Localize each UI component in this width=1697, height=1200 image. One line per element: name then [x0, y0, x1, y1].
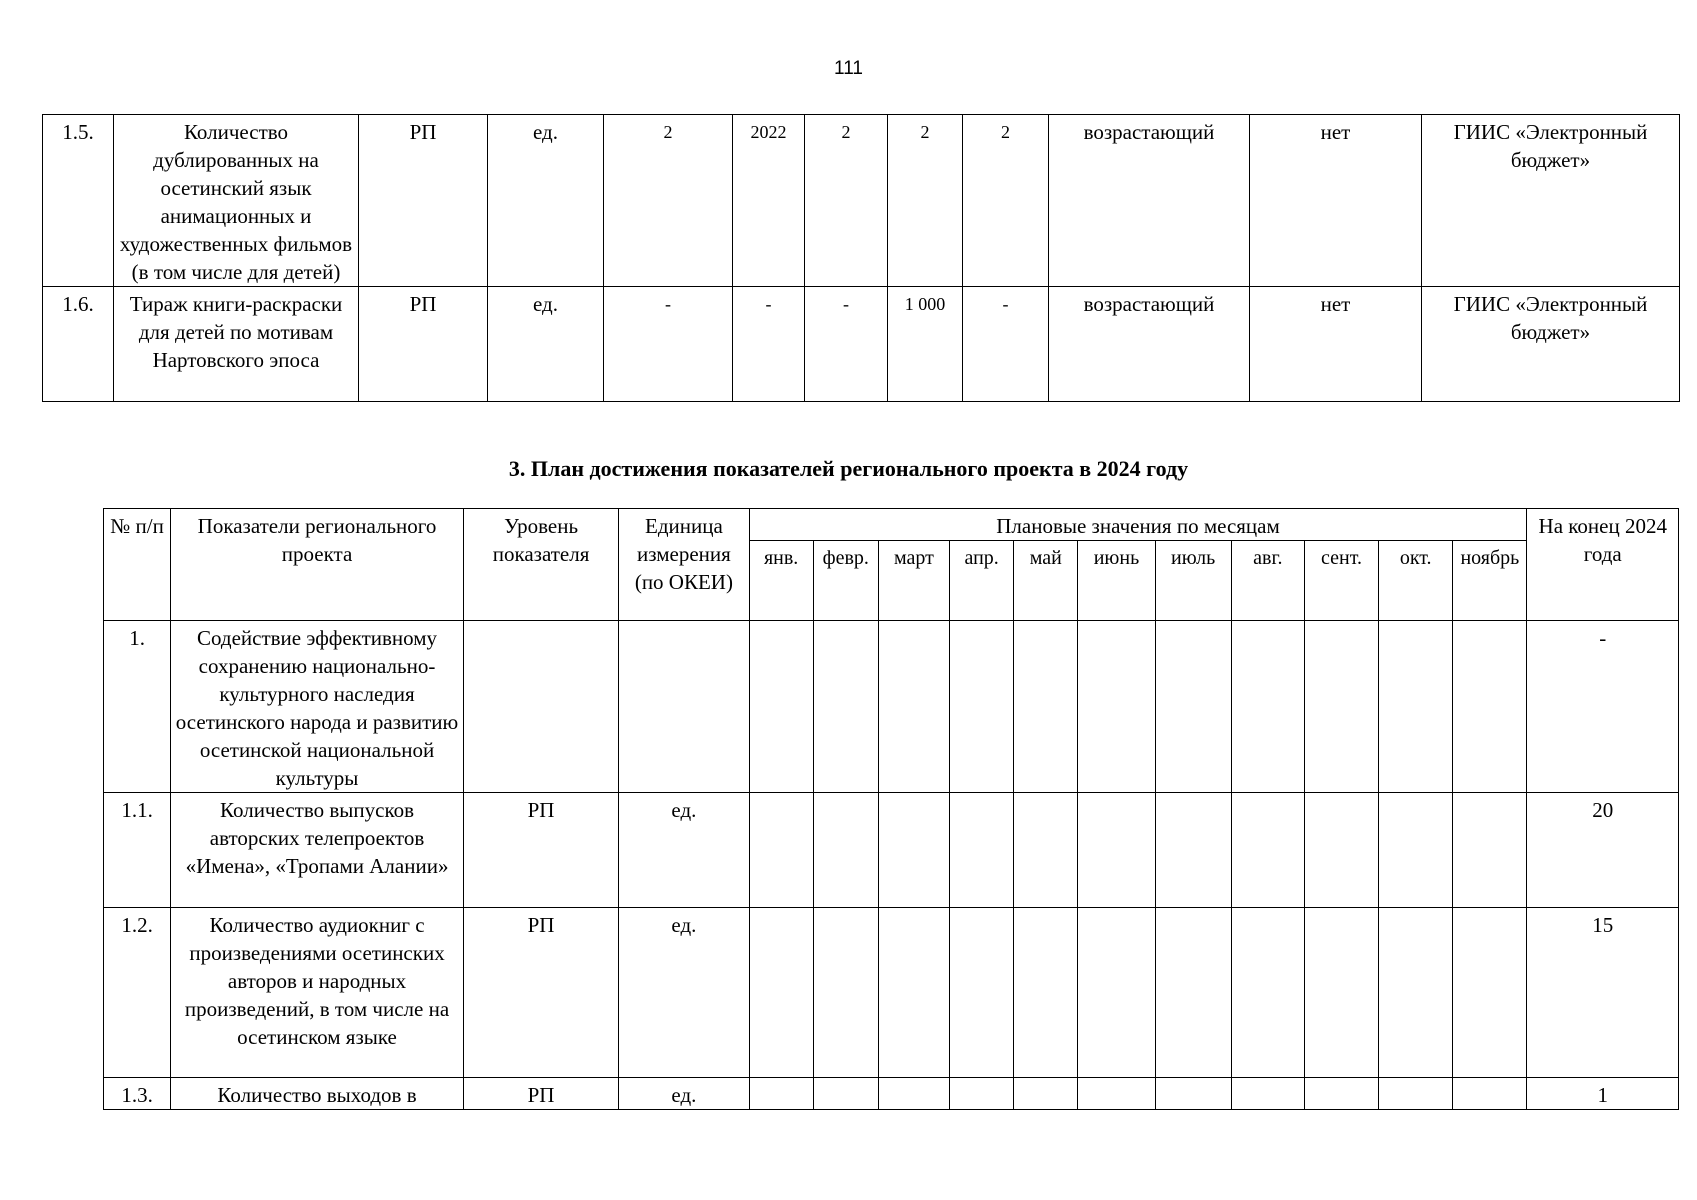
indicator-level: РП — [359, 115, 488, 287]
indicator-name: Содействие эффективному сохранению национально-культурного наследия осетинского народа и развитию осетинской национальной культуры — [171, 621, 464, 793]
month-cell — [1078, 1078, 1155, 1110]
indicator-level: РП — [359, 287, 488, 402]
header-month: сент. — [1304, 541, 1378, 621]
table-row — [43, 115, 1680, 287]
flag: нет — [1250, 287, 1422, 402]
month-cell — [1155, 621, 1231, 793]
month-cell — [1014, 1078, 1078, 1110]
header-months-group: Плановые значения по месяцам — [749, 509, 1527, 541]
info-system: ГИИС «Электронный бюджет» — [1422, 287, 1680, 402]
section-title: 3. План достижения показателей регионального проекта в 2024 году — [508, 456, 1189, 481]
indicators-table-continued — [42, 114, 1680, 402]
header-month: март — [878, 541, 949, 621]
header-month: май — [1014, 541, 1078, 621]
header-month: июнь — [1078, 541, 1155, 621]
value-3: 2 — [963, 115, 1049, 287]
month-cell — [878, 1078, 949, 1110]
month-cell — [1078, 621, 1155, 793]
table-row — [43, 287, 1680, 402]
header-indicator: Показатели регионального проекта — [171, 509, 464, 621]
month-cell — [813, 793, 878, 908]
month-cell — [813, 908, 878, 1078]
month-cell — [1304, 621, 1378, 793]
month-cell — [1014, 908, 1078, 1078]
unit: ед. — [488, 115, 604, 287]
month-cell — [1155, 908, 1231, 1078]
flag: нет — [1250, 115, 1422, 287]
month-cell — [1231, 793, 1304, 908]
trend: возрастающий — [1049, 287, 1250, 402]
header-row — [104, 509, 1679, 541]
value-1: 2 — [805, 115, 888, 287]
value-2: 2 — [888, 115, 963, 287]
page-number: 111 — [834, 58, 863, 79]
row-number: 1.2. — [104, 908, 171, 1078]
month-cell — [1014, 621, 1078, 793]
indicator-level: РП — [463, 908, 618, 1078]
unit: ед. — [488, 287, 604, 402]
header-num: № п/п — [104, 509, 171, 621]
base-year: - — [733, 287, 805, 402]
info-system: ГИИС «Электронный бюджет» — [1422, 115, 1680, 287]
value-1: - — [805, 287, 888, 402]
indicator-level: РП — [463, 1078, 618, 1110]
month-cell — [749, 621, 813, 793]
base-value: - — [604, 287, 733, 402]
header-month: окт. — [1379, 541, 1453, 621]
month-cell — [878, 908, 949, 1078]
value-3: - — [963, 287, 1049, 402]
month-cell — [950, 793, 1014, 908]
month-cell — [1453, 621, 1527, 793]
month-cell — [813, 1078, 878, 1110]
row-number: 1.1. — [104, 793, 171, 908]
month-cell — [950, 1078, 1014, 1110]
month-cell — [950, 908, 1014, 1078]
month-cell — [1155, 793, 1231, 908]
table-row — [104, 793, 1679, 908]
month-cell — [1379, 908, 1453, 1078]
month-cell — [749, 908, 813, 1078]
month-cell — [1231, 908, 1304, 1078]
header-month: июль — [1155, 541, 1231, 621]
month-cell — [1379, 1078, 1453, 1110]
month-cell — [1155, 1078, 1231, 1110]
base-value: 2 — [604, 115, 733, 287]
month-cell — [1304, 908, 1378, 1078]
base-year: 2022 — [733, 115, 805, 287]
row-number: 1.3. — [104, 1078, 171, 1110]
month-cell — [1304, 793, 1378, 908]
header-month: ноябрь — [1453, 541, 1527, 621]
month-cell — [1453, 908, 1527, 1078]
header-level: Уровень показателя — [463, 509, 618, 621]
month-cell — [878, 793, 949, 908]
unit: ед. — [619, 908, 749, 1078]
year-end-value: - — [1527, 621, 1679, 793]
indicator-level: РП — [463, 793, 618, 908]
month-cell — [1078, 793, 1155, 908]
year-end-value: 20 — [1527, 793, 1679, 908]
year-end-value: 15 — [1527, 908, 1679, 1078]
month-cell — [749, 1078, 813, 1110]
year-end-value: 1 — [1527, 1078, 1679, 1110]
row-number: 1. — [104, 621, 171, 793]
header-month: февр. — [813, 541, 878, 621]
header-month: авг. — [1231, 541, 1304, 621]
month-cell — [1379, 621, 1453, 793]
table-row — [104, 1078, 1679, 1110]
table-row — [104, 621, 1679, 793]
table-row — [104, 908, 1679, 1078]
row-number: 1.6. — [43, 287, 114, 402]
indicator-name: Тираж книги-раскраски для детей по мотивам Нартовского эпоса — [114, 287, 359, 402]
indicator-level — [463, 621, 618, 793]
header-month: апр. — [950, 541, 1014, 621]
month-cell — [950, 621, 1014, 793]
unit — [619, 621, 749, 793]
header-unit: Единица измерения (по ОКЕИ) — [619, 509, 749, 621]
unit: ед. — [619, 793, 749, 908]
header-year-end: На конец 2024 года — [1527, 509, 1679, 621]
month-cell — [1304, 1078, 1378, 1110]
month-cell — [1379, 793, 1453, 908]
header-month: янв. — [749, 541, 813, 621]
month-cell — [1453, 1078, 1527, 1110]
trend: возрастающий — [1049, 115, 1250, 287]
indicator-name: Количество выпусков авторских телепроектов «Имена», «Тропами Алании» — [171, 793, 464, 908]
month-cell — [1014, 793, 1078, 908]
indicator-name: Количество аудиокниг с произведениями осетинских авторов и народных произведений, в том числе на осетинском языке — [171, 908, 464, 1078]
month-cell — [1078, 908, 1155, 1078]
month-cell — [1231, 621, 1304, 793]
value-2: 1 000 — [888, 287, 963, 402]
month-cell — [749, 793, 813, 908]
month-cell — [1453, 793, 1527, 908]
month-cell — [813, 621, 878, 793]
indicator-name: Количество дублированных на осетинский язык анимационных и художественных фильмов (в том числе для детей) — [114, 115, 359, 287]
unit: ед. — [619, 1078, 749, 1110]
monthly-plan-table — [103, 508, 1679, 1110]
indicator-name: Количество выходов в — [171, 1078, 464, 1110]
month-cell — [1231, 1078, 1304, 1110]
month-cell — [878, 621, 949, 793]
row-number: 1.5. — [43, 115, 114, 287]
